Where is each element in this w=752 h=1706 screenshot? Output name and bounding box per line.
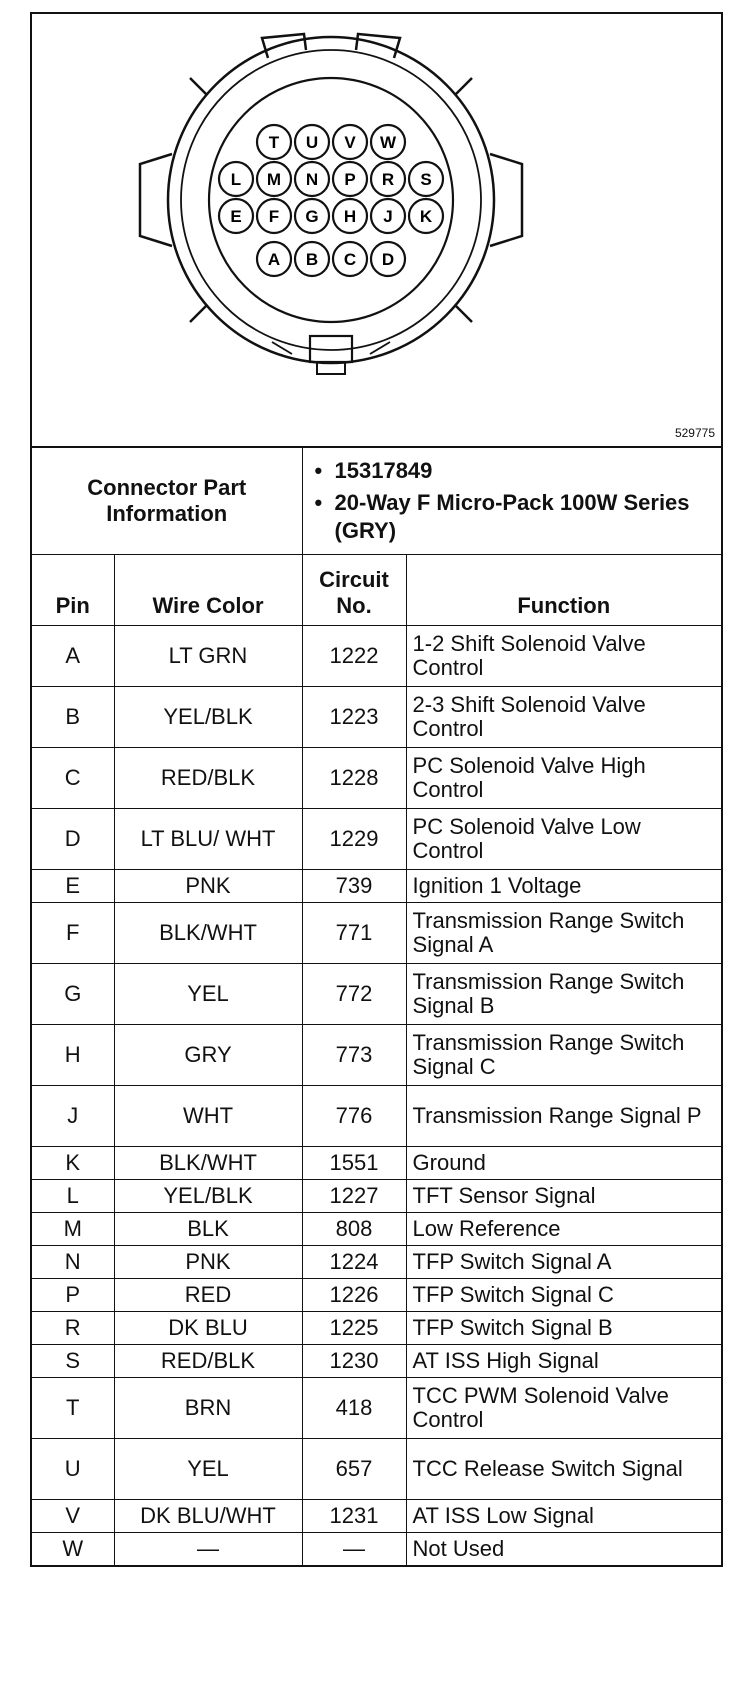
wire-color-cell: RED/BLK (114, 748, 302, 809)
pin-label: S (420, 170, 432, 189)
table-row (32, 1345, 721, 1378)
top-right-tab (356, 34, 400, 58)
circuit-cell: — (302, 1533, 406, 1566)
pin-w (371, 125, 405, 159)
wire-color-cell: RED (114, 1279, 302, 1312)
pin-u (295, 125, 329, 159)
wire-color-cell: YEL (114, 1439, 302, 1500)
function-cell: Not Used (406, 1533, 721, 1566)
tab-slot-4 (456, 306, 472, 322)
pin-t (257, 125, 291, 159)
function-cell: AT ISS High Signal (406, 1345, 721, 1378)
wire-color-cell: BLK/WHT (114, 1147, 302, 1180)
tab-slot-1 (190, 78, 206, 94)
pin-s (409, 162, 443, 196)
table-row (32, 1246, 721, 1279)
wire-color-cell: LT BLU/ WHT (114, 809, 302, 870)
function-cell: AT ISS Low Signal (406, 1500, 721, 1533)
wire-color-cell: YEL/BLK (114, 687, 302, 748)
wire-color-cell: YEL (114, 964, 302, 1025)
tab-slot-2 (456, 78, 472, 94)
circuit-cell: 1228 (302, 748, 406, 809)
table-row (32, 1533, 721, 1566)
function-cell: TFT Sensor Signal (406, 1180, 721, 1213)
table-row (32, 1180, 721, 1213)
function-cell: PC Solenoid Valve High Control (406, 748, 721, 809)
pinout-table (32, 448, 721, 1565)
pin-label: P (344, 170, 356, 189)
pin-label: E (230, 207, 242, 226)
circuit-cell: 1231 (302, 1500, 406, 1533)
wire-color-cell: BRN (114, 1378, 302, 1439)
pin-cell: R (32, 1312, 114, 1345)
connector-diagram (32, 14, 721, 448)
pin-cell: N (32, 1246, 114, 1279)
pin-j (371, 199, 405, 233)
pin-cell: C (32, 748, 114, 809)
function-cell: TFP Switch Signal C (406, 1279, 721, 1312)
pin-label: L (230, 170, 242, 189)
connector-info-label: Connector Part Information (32, 448, 302, 555)
pin-cell: J (32, 1086, 114, 1147)
circuit-cell: 776 (302, 1086, 406, 1147)
connector-part-number: • 15317849 (311, 457, 713, 485)
pin-cell: D (32, 809, 114, 870)
wire-color-cell: YEL/BLK (114, 1180, 302, 1213)
pin-label: T (268, 133, 280, 152)
pin-cell: M (32, 1213, 114, 1246)
circuit-cell: 1230 (302, 1345, 406, 1378)
table-row (32, 1312, 721, 1345)
table-row (32, 626, 721, 687)
pin-cell: L (32, 1180, 114, 1213)
pin-label: H (343, 207, 357, 226)
table-row (32, 809, 721, 870)
pin-g (295, 199, 329, 233)
pin-label: K (419, 207, 433, 226)
function-cell: TFP Switch Signal B (406, 1312, 721, 1345)
wire-color-cell: WHT (114, 1086, 302, 1147)
circuit-cell: 771 (302, 903, 406, 964)
pin-label: F (268, 207, 280, 226)
pin-label: B (305, 250, 319, 269)
connector-pin-face (209, 78, 453, 322)
table-row (32, 1213, 721, 1246)
table-row (32, 1147, 721, 1180)
pin-e (219, 199, 253, 233)
circuit-cell: 1229 (302, 809, 406, 870)
circuit-cell: 1227 (302, 1180, 406, 1213)
pin-cell: E (32, 870, 114, 903)
header-function: Function (406, 555, 721, 626)
pin-n (295, 162, 329, 196)
pin-cell: T (32, 1378, 114, 1439)
connector-description: • 20-Way F Micro-Pack 100W Series (GRY) (311, 489, 713, 545)
circuit-cell: 739 (302, 870, 406, 903)
circuit-cell: 772 (302, 964, 406, 1025)
connector-outer-shell (168, 37, 494, 363)
wire-color-cell: PNK (114, 1246, 302, 1279)
pin-label: A (267, 250, 281, 269)
pin-d (371, 242, 405, 276)
pin-cell: U (32, 1439, 114, 1500)
table-row (32, 1086, 721, 1147)
connector-info-values (302, 448, 721, 555)
circuit-cell: 418 (302, 1378, 406, 1439)
pin-cell: G (32, 964, 114, 1025)
pin-a (257, 242, 291, 276)
circuit-cell: 1222 (302, 626, 406, 687)
pin-label: R (381, 170, 395, 189)
pin-label: M (266, 170, 282, 189)
function-cell: Low Reference (406, 1213, 721, 1246)
pin-cell: B (32, 687, 114, 748)
wire-color-cell: DK BLU (114, 1312, 302, 1345)
wire-color-cell: DK BLU/WHT (114, 1500, 302, 1533)
circuit-cell: 1551 (302, 1147, 406, 1180)
header-pin: Pin (32, 555, 114, 626)
table-row (32, 1279, 721, 1312)
function-cell: Transmission Range Switch Signal B (406, 964, 721, 1025)
function-cell: 1-2 Shift Solenoid Valve Control (406, 626, 721, 687)
pin-label: N (305, 170, 319, 189)
pin-f (257, 199, 291, 233)
pin-c (333, 242, 367, 276)
wire-color-cell: LT GRN (114, 626, 302, 687)
pin-label: D (381, 250, 395, 269)
pin-label: U (305, 133, 319, 152)
pin-label: W (379, 133, 397, 152)
function-cell: PC Solenoid Valve Low Control (406, 809, 721, 870)
pin-r (371, 162, 405, 196)
connector-inner-shell (181, 50, 481, 350)
pin-label: C (343, 250, 357, 269)
table-row (32, 1439, 721, 1500)
wire-color-cell: PNK (114, 870, 302, 903)
table-row (32, 748, 721, 809)
table-row (32, 687, 721, 748)
header-circuit-no: Circuit No. (302, 555, 406, 626)
header-wire-color: Wire Color (114, 555, 302, 626)
circuit-cell: 808 (302, 1213, 406, 1246)
pin-cell: P (32, 1279, 114, 1312)
circuit-cell: 657 (302, 1439, 406, 1500)
function-cell: Ground (406, 1147, 721, 1180)
circuit-cell: 773 (302, 1025, 406, 1086)
function-cell: TCC PWM Solenoid Valve Control (406, 1378, 721, 1439)
function-cell: Transmission Range Signal P (406, 1086, 721, 1147)
pin-cell: H (32, 1025, 114, 1086)
function-cell: Ignition 1 Voltage (406, 870, 721, 903)
wire-color-cell: BLK (114, 1213, 302, 1246)
function-cell: Transmission Range Switch Signal C (406, 1025, 721, 1086)
pin-cell: V (32, 1500, 114, 1533)
table-row (32, 1025, 721, 1086)
function-cell: TFP Switch Signal A (406, 1246, 721, 1279)
pin-h (333, 199, 367, 233)
wire-color-cell: GRY (114, 1025, 302, 1086)
function-cell: TCC Release Switch Signal (406, 1439, 721, 1500)
circuit-cell: 1225 (302, 1312, 406, 1345)
wire-color-cell: BLK/WHT (114, 903, 302, 964)
connector-face-drawing (32, 14, 721, 446)
pin-grid (219, 125, 443, 276)
pin-p (333, 162, 367, 196)
pin-m (257, 162, 291, 196)
function-cell: Transmission Range Switch Signal A (406, 903, 721, 964)
pin-cell: F (32, 903, 114, 964)
table-header-row (32, 555, 721, 626)
pin-b (295, 242, 329, 276)
pin-label: V (344, 133, 356, 152)
pin-l (219, 162, 253, 196)
wire-color-cell: RED/BLK (114, 1345, 302, 1378)
pin-label: J (383, 207, 393, 226)
connector-info-row (32, 448, 721, 555)
circuit-cell: 1223 (302, 687, 406, 748)
pin-cell: W (32, 1533, 114, 1566)
table-row (32, 903, 721, 964)
pin-cell: S (32, 1345, 114, 1378)
circuit-cell: 1224 (302, 1246, 406, 1279)
pin-cell: A (32, 626, 114, 687)
table-row (32, 1378, 721, 1439)
pinout-rows (32, 626, 721, 1566)
table-row (32, 870, 721, 903)
figure-number: 529775 (674, 426, 715, 440)
table-row (32, 964, 721, 1025)
pin-k (409, 199, 443, 233)
pin-label: G (305, 207, 319, 226)
top-left-tab (262, 34, 306, 58)
table-row (32, 1500, 721, 1533)
function-cell: 2-3 Shift Solenoid Valve Control (406, 687, 721, 748)
pin-cell: K (32, 1147, 114, 1180)
circuit-cell: 1226 (302, 1279, 406, 1312)
wire-color-cell: — (114, 1533, 302, 1566)
pin-v (333, 125, 367, 159)
tab-slot-3 (190, 306, 206, 322)
connector-sheet (30, 12, 723, 1567)
